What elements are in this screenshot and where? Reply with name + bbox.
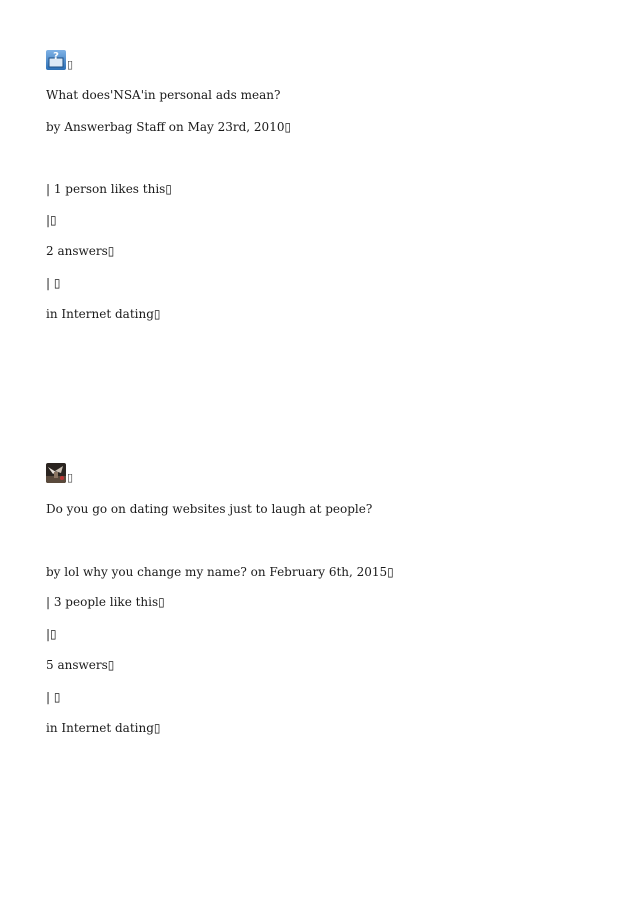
user-photo-avatar-icon[interactable] bbox=[46, 463, 66, 483]
likes-count[interactable]: | 3 people like this▯ bbox=[46, 595, 165, 609]
separator: |▯ bbox=[46, 213, 57, 227]
byline[interactable]: by Answerbag Staff on May 23rd, 2010▯ bbox=[46, 120, 292, 134]
question-title[interactable]: What does'NSA'in personal ads mean? bbox=[46, 88, 281, 102]
separator: | ▯ bbox=[46, 690, 61, 704]
likes-count[interactable]: | 1 person likes this▯ bbox=[46, 182, 172, 196]
question-title[interactable]: Do you go on dating websites just to laugh at people? bbox=[46, 502, 373, 516]
question-mark-avatar-icon[interactable] bbox=[46, 50, 66, 70]
category-link[interactable]: in Internet dating▯ bbox=[46, 307, 161, 321]
avatar-suffix-glyph: ▯ bbox=[67, 471, 74, 484]
avatar-row bbox=[46, 48, 73, 70]
svg-text:?: ? bbox=[53, 51, 59, 62]
separator: |▯ bbox=[46, 627, 57, 641]
answers-count[interactable]: 5 answers▯ bbox=[46, 658, 115, 672]
avatar-suffix-glyph: ▯ bbox=[67, 58, 74, 71]
byline[interactable]: by lol why you change my name? on February 6th, 2015▯ bbox=[46, 565, 394, 579]
answers-count[interactable]: 2 answers▯ bbox=[46, 244, 115, 258]
separator: | ▯ bbox=[46, 276, 61, 290]
avatar-row bbox=[46, 461, 73, 483]
category-link[interactable]: in Internet dating▯ bbox=[46, 721, 161, 735]
